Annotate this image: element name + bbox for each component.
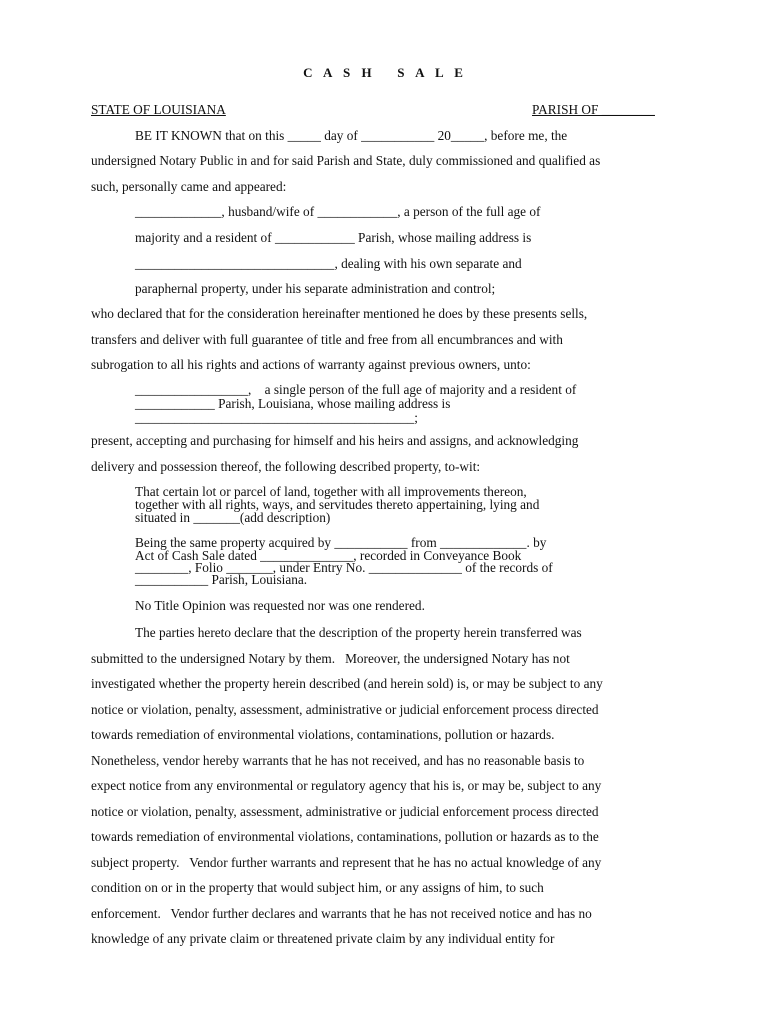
body-line: ________, Folio _______, under Entry No. ______________ of the records of bbox=[135, 560, 553, 575]
body-line: towards remediation of environmental violations, contaminations, pollution or hazards as to the bbox=[91, 829, 599, 844]
body-line: together with all rights, ways, and servitudes thereto appertaining, lying and bbox=[135, 497, 540, 512]
body-line: condition on or in the property that would subject him, or any assigns of him, to such bbox=[91, 880, 544, 895]
body-line: investigated whether the property herein described (and herein sold) is, or may be subject to any bbox=[91, 676, 603, 691]
state-heading: STATE OF LOUISIANA bbox=[91, 102, 226, 117]
body-line: transfers and deliver with full guarantee of title and free from all encumbrances and with bbox=[91, 332, 563, 347]
body-line: The parties hereto declare that the description of the property herein transferred was bbox=[135, 625, 582, 640]
body-line: ___________ Parish, Louisiana. bbox=[135, 572, 308, 587]
body-line: subject property. Vendor further warrants and represent that he has no actual knowledge of any bbox=[91, 855, 602, 870]
body-line: towards remediation of environmental violations, contaminations, pollution or hazards. bbox=[91, 727, 555, 742]
body-line: submitted to the undersigned Notary by them. Moreover, the undersigned Notary has not bbox=[91, 651, 570, 666]
body-line: _____________, husband/wife of ____________, a person of the full age of bbox=[135, 204, 541, 219]
body-line: _________________, a single person of the full age of majority and a resident of bbox=[135, 382, 577, 397]
body-line: such, personally came and appeared: bbox=[91, 179, 287, 194]
body-line: undersigned Notary Public in and for said Parish and State, duly commissioned and qualified as bbox=[91, 153, 601, 168]
document-title: C A S H S A L E bbox=[303, 65, 467, 80]
body-line: No Title Opinion was requested nor was one rendered. bbox=[135, 598, 425, 613]
body-line: delivery and possession thereof, the following described property, to-wit: bbox=[91, 459, 481, 474]
body-line: paraphernal property, under his separate administration and control; bbox=[135, 281, 496, 296]
body-line: subrogation to all his rights and actions of warranty against previous owners, unto: bbox=[91, 357, 531, 372]
body-line: knowledge of any private claim or threatened private claim by any individual entity for bbox=[91, 931, 555, 946]
body-line: notice or violation, penalty, assessment, administrative or judicial enforcement process directed bbox=[91, 804, 599, 819]
body-line: majority and a resident of ____________ Parish, whose mailing address is bbox=[135, 230, 532, 245]
body-line: __________________________________________; bbox=[135, 410, 418, 425]
body-line: expect notice from any environmental or regulatory agency that his is, or may be, subject to any bbox=[91, 778, 602, 793]
body-line: who declared that for the consideration hereinafter mentioned he does by these presents sells, bbox=[91, 306, 588, 321]
parish-heading: PARISH OF ________ bbox=[532, 102, 655, 117]
body-line: BE IT KNOWN that on this _____ day of ___________ 20_____, before me, the bbox=[135, 128, 568, 143]
body-line: Act of Cash Sale dated ______________, recorded in Conveyance Book bbox=[135, 548, 522, 563]
body-line: ____________ Parish, Louisiana, whose mailing address is bbox=[135, 396, 451, 411]
body-line: situated in _______(add description) bbox=[135, 510, 331, 525]
body-line: present, accepting and purchasing for himself and his heirs and assigns, and acknowledging bbox=[91, 433, 579, 448]
body-line: ______________________________, dealing with his own separate and bbox=[135, 256, 522, 271]
body-line: Being the same property acquired by ___________ from _____________. by bbox=[135, 535, 547, 550]
body-line: enforcement. Vendor further declares and warrants that he has not received notice and has no bbox=[91, 906, 592, 921]
body-line: That certain lot or parcel of land, together with all improvements thereon, bbox=[135, 484, 527, 499]
body-line: Nonetheless, vendor hereby warrants that he has not received, and has no reasonable basis to bbox=[91, 753, 585, 768]
body-line: notice or violation, penalty, assessment, administrative or judicial enforcement process directed bbox=[91, 702, 599, 717]
